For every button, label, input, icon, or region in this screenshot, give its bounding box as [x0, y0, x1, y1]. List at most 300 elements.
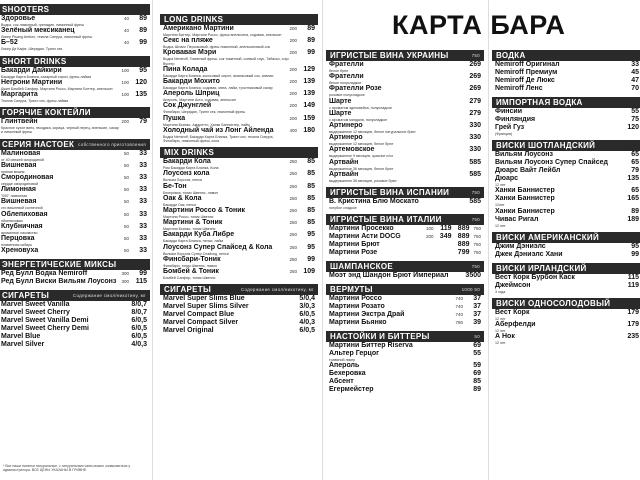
item-name: Marvel Sweet Vanilla: [1, 301, 70, 309]
item-name: Дюарс Вайт Лейбл: [495, 167, 561, 175]
item-description: Вильям Лоусонз Супер Спайсед, пепси: [163, 251, 229, 256]
item-text: [1, 91, 68, 103]
menu-item: [0, 186, 150, 198]
item-values: [455, 319, 481, 327]
item-name: Шарте: [329, 109, 352, 117]
item-price: 179: [627, 321, 639, 329]
item-name: Лоусонз кола: [163, 170, 210, 178]
item-volume: 200: [121, 119, 129, 125]
item-price: 70: [631, 85, 639, 92]
item-values: [289, 256, 315, 264]
item-description: Водка Nemiroff, Бакарди Карта Бланка, Трипл сек, текила Сиерра, Финсбари, лимонный фреш, кола: [163, 134, 274, 144]
item-price: 65: [631, 159, 639, 167]
item-name: Nemiroff Ленс: [495, 85, 543, 92]
item-name: Альтер Герцог: [329, 350, 380, 358]
item-price: 115: [627, 273, 639, 281]
item-text: [329, 311, 405, 319]
menu-item: [326, 146, 484, 158]
item-price: 135: [627, 175, 639, 183]
item-description: 12лет: [495, 203, 505, 208]
item-description: "000" лимонная: [1, 194, 28, 199]
item-text: [163, 231, 234, 243]
menu-item: [160, 127, 318, 143]
item-name: Ханки Баннистер: [495, 187, 555, 195]
section-title: MIX DRINKS: [164, 148, 215, 158]
item-price: 95: [139, 66, 147, 74]
item-values: [299, 295, 315, 303]
item-price: 139: [303, 90, 315, 98]
menu-item: [492, 69, 640, 77]
item-text: [495, 243, 546, 251]
item-values: [625, 61, 639, 69]
item-name: Фрателли: [329, 61, 364, 68]
menu-item: [160, 244, 318, 256]
item-text: [163, 90, 236, 102]
item-name: В. Кристина Блю Москато: [329, 198, 419, 206]
item-name: Абсент: [329, 378, 354, 386]
item-name: Nemiroff Премиум: [495, 69, 558, 76]
item-values: [121, 91, 147, 99]
menu-item: [160, 268, 318, 280]
item-text: [163, 268, 219, 280]
item-name: Моэт энд Шандон Брют Империал: [329, 272, 449, 280]
item-price: 95: [631, 242, 639, 250]
item-price: 6/0,5: [131, 317, 147, 325]
item-price: 189: [627, 215, 639, 223]
item-name: Nemiroff Оригинал: [495, 61, 560, 68]
menu-item: [0, 15, 150, 27]
item-text: [495, 282, 531, 294]
item-text: [1, 67, 91, 79]
item-values: [465, 272, 481, 280]
item-name: Вишневая: [1, 198, 37, 206]
item-price: 33: [139, 247, 147, 255]
item-description: травяной ликер: [329, 358, 356, 363]
item-text: [163, 244, 272, 256]
item-name: Пина Колада: [163, 65, 208, 73]
item-text: [495, 195, 555, 207]
item-description: 12 лет: [495, 317, 506, 322]
item-description: от 40 свежей смородиной: [1, 157, 44, 162]
item-price: 85: [307, 207, 315, 215]
item-text: [495, 61, 560, 69]
item-description: пряная вишня: [1, 169, 25, 174]
item-description: выдержанное 12 месяцев, белое брют: [329, 142, 394, 147]
item-price: 889: [457, 241, 470, 249]
item-price: 4/0,3: [131, 341, 147, 349]
item-price: 79: [139, 118, 147, 126]
menu-column-2: [160, 10, 318, 335]
item-name: Апероль Шприц: [163, 90, 220, 98]
menu-item: [160, 25, 318, 37]
item-name: Бакарди Кола: [163, 158, 211, 166]
item-name: Бе-Тон: [163, 182, 187, 190]
item-values: [289, 78, 315, 86]
item-volume: 50: [123, 248, 129, 254]
item-values: [467, 134, 481, 142]
item-name: Сок Джунглей: [163, 102, 212, 110]
item-text: [163, 183, 218, 195]
item-text: [163, 127, 289, 143]
item-text: [329, 134, 393, 146]
item-name: Артинеро: [329, 134, 363, 142]
item-price: 330: [469, 146, 481, 154]
item-price: 33: [139, 210, 147, 218]
item-name: Артинеро: [329, 122, 363, 130]
item-name: Артвайн: [329, 170, 359, 178]
item-price: 85: [307, 219, 315, 227]
item-price: 799: [457, 249, 470, 257]
item-volume: 50: [123, 211, 129, 217]
item-name: Ред Булл Водка Nemiroff: [1, 270, 88, 278]
item-values: [625, 274, 639, 282]
item-values: [121, 79, 147, 87]
item-text: [1, 235, 34, 247]
item-volume: 250: [289, 208, 297, 214]
item-price: 37: [473, 303, 481, 311]
menu-item: [492, 251, 640, 259]
item-text: [495, 108, 522, 116]
item-price: 85: [307, 182, 315, 190]
item-values: [121, 67, 147, 75]
item-description: Финсбари, Шеридан, Трипл сек, лимонный фреш: [163, 110, 246, 115]
item-text: [1, 198, 43, 210]
item-text: [1, 317, 89, 325]
item-name: Мартини Бьянко: [329, 319, 387, 327]
item-text: [495, 85, 543, 93]
item-name: Апероль: [329, 362, 360, 370]
section-note: 50: [474, 334, 480, 340]
item-name: Б–52: [1, 39, 18, 47]
item-volume: 300: [121, 271, 129, 277]
item-volume: 50: [123, 187, 129, 193]
item-values: [124, 162, 147, 170]
item-price: 585: [469, 158, 481, 166]
section-title: ВИСКИ АМЕРИКАНСКИЙ: [496, 232, 600, 242]
section-header: [160, 147, 318, 158]
menu-item: [326, 342, 484, 350]
item-text: [329, 122, 416, 134]
menu-item: [492, 208, 640, 216]
menu-item: [326, 171, 484, 183]
item-text: [329, 362, 359, 370]
item-text: [329, 225, 394, 233]
item-volume: 400: [289, 127, 297, 133]
item-name: Бакарди Дайкири: [1, 66, 62, 74]
item-values: [124, 198, 147, 206]
item-price: 120: [627, 124, 639, 131]
item-values: [625, 321, 639, 329]
item-values: [625, 77, 639, 85]
menu-item: [160, 158, 318, 170]
item-name: Клубничная: [1, 222, 43, 230]
menu-item: [0, 223, 150, 235]
item-name: Nemiroff Де Люкс: [495, 77, 555, 84]
item-name: Артемовское: [329, 146, 375, 154]
item-text: [495, 321, 536, 333]
item-volume: 300: [121, 279, 129, 285]
item-name: Ханки Баннистер: [495, 207, 555, 215]
item-values: [467, 85, 481, 93]
item-name: Мартини Биттер Riserva: [329, 342, 413, 350]
menu-item: [160, 303, 318, 311]
item-values: [467, 122, 481, 130]
item-description: Вильям Лоусонз, пепси: [163, 178, 203, 183]
item-text: [329, 233, 401, 241]
item-values: [289, 231, 315, 239]
item-text: [329, 198, 419, 210]
item-values: [131, 309, 147, 317]
item-name: Финсбари-Тоник: [163, 255, 221, 263]
menu-item: [492, 116, 640, 124]
item-name: Грей Гуз: [495, 124, 525, 131]
item-price: 33: [631, 61, 639, 68]
item-values: [289, 219, 315, 227]
item-price-secondary: 889: [457, 233, 470, 241]
item-text: [1, 309, 70, 317]
menu-item: [326, 241, 484, 249]
item-text: [329, 61, 364, 73]
item-values: [426, 225, 481, 233]
item-price: 45: [631, 69, 639, 76]
item-text: [329, 319, 387, 327]
item-text: [163, 102, 245, 114]
item-description: голубое сладкое: [329, 206, 357, 211]
item-name: Вильям Лоусонз: [495, 151, 554, 159]
item-price-secondary: 889: [457, 225, 470, 233]
item-values: [467, 159, 481, 167]
item-values: [467, 378, 481, 386]
item-price: 585: [469, 198, 481, 206]
item-volume: 200: [289, 103, 297, 109]
item-values: [124, 15, 147, 23]
item-values: [625, 187, 639, 195]
menu-item: [160, 311, 318, 319]
menu-item: [326, 233, 484, 241]
section-header: [492, 298, 640, 309]
item-price: 33: [139, 235, 147, 243]
item-description: 12 лет: [495, 183, 506, 188]
item-values: [455, 241, 481, 249]
item-volume: 780: [455, 320, 463, 326]
item-values: [121, 278, 147, 286]
menu-item: [160, 183, 318, 195]
item-text: [163, 303, 249, 311]
menu-item: [0, 79, 150, 91]
item-volume: 50: [123, 175, 129, 181]
item-name: Бакарди Мохито: [163, 78, 220, 86]
item-name: Финляндия: [495, 116, 536, 123]
item-price: 69: [473, 370, 481, 378]
item-description: Красное сухое вино, гвоздика, корица, черный перец, апельсин, сахар и лимонный фреш: [1, 126, 119, 135]
item-name: Кровавая Мэри: [163, 49, 217, 57]
item-description: Ликер Pisang Ambon, текила Сиерра, лимонный фреш: [1, 35, 92, 40]
item-name: Мартини Просекко: [329, 225, 394, 233]
item-text: [1, 341, 44, 349]
item-text: [329, 171, 397, 183]
item-name: Лоусонз Супер Спайсед & Кола: [163, 243, 273, 251]
item-name: Негрони Мартини: [1, 78, 63, 86]
item-name: Холодный чай из Лонг Айленда: [163, 126, 274, 134]
item-volume: 250: [289, 220, 297, 226]
section-title: ВИСКИ ШОТЛАНДСКИЙ: [496, 141, 596, 151]
item-values: [289, 127, 315, 135]
item-volume: 250: [289, 195, 297, 201]
item-name: Аберфелди: [495, 321, 536, 329]
item-price: 99: [307, 49, 315, 57]
section-header: [326, 214, 484, 225]
menu-item: [492, 85, 640, 93]
item-values: [131, 333, 147, 341]
menu-item: [160, 49, 318, 65]
item-price: 65: [631, 187, 639, 195]
menu-item: [0, 325, 150, 333]
item-description: 12 лет: [495, 329, 506, 334]
menu-item: [326, 198, 484, 210]
item-values: [467, 98, 481, 106]
menu-item: [492, 108, 640, 116]
item-price: 89: [473, 386, 481, 394]
item-description: Бакарди Карта Бланка, содовая, мята, лайм, тростниковый сахар: [163, 86, 273, 91]
item-text: [495, 77, 555, 85]
item-description: (Франция): [495, 132, 513, 136]
item-text: [329, 159, 393, 171]
menu-item: [326, 122, 484, 134]
item-values: [455, 295, 481, 303]
item-price: 269: [469, 85, 481, 93]
item-price: 5/0,4: [299, 295, 315, 303]
item-values: [289, 90, 315, 98]
menu-item: [492, 282, 640, 294]
section-title: СИГАРЕТЫ: [164, 285, 212, 295]
menu-item: [160, 219, 318, 231]
item-text: [329, 146, 393, 158]
item-values: [625, 216, 639, 224]
item-text: [163, 219, 222, 231]
item-text: [1, 301, 69, 309]
item-price: 269: [469, 61, 481, 68]
menu-item: [492, 175, 640, 187]
item-values: [426, 233, 481, 241]
item-name: Мартини & Тоник: [163, 219, 223, 227]
item-price: 235: [627, 333, 639, 341]
item-values: [625, 167, 639, 175]
item-name: Облепиховая: [1, 210, 48, 218]
item-values: [467, 386, 481, 394]
item-name: Вишневая: [1, 161, 37, 169]
item-text: [1, 79, 112, 91]
menu-item: [0, 278, 150, 286]
item-volume: 200: [289, 50, 297, 56]
item-text: [163, 327, 214, 335]
item-price: 330: [469, 122, 481, 130]
menu-item: [492, 151, 640, 159]
section-header: [0, 139, 150, 150]
item-description: выдержанное 12 месяцев, белое натуральное брют: [329, 130, 416, 135]
item-text: [1, 223, 43, 235]
page-title: КАРТА БАРА: [392, 10, 566, 40]
item-text: [329, 272, 448, 280]
item-text: [163, 256, 221, 268]
item-name: Вест Корк: [495, 309, 530, 317]
item-text: [495, 69, 557, 77]
section-header: [492, 263, 640, 274]
item-price: 99: [631, 250, 639, 258]
item-volume: 100: [121, 79, 129, 85]
menu-item: [326, 73, 484, 85]
item-price: 33: [139, 198, 147, 206]
item-price: 119: [440, 225, 452, 233]
item-values: [625, 175, 639, 183]
menu-item: [326, 319, 484, 327]
section-title: ИГРИСТЫЕ ВИНА ИСПАНИИ: [330, 188, 450, 198]
item-price: 6/0,5: [131, 325, 147, 333]
item-name: Мартини Россо: [329, 295, 382, 303]
item-description: Ликер Де Кафе, Шеридан, Трипл сек: [1, 47, 63, 52]
item-volume-secondary: 750: [473, 242, 481, 248]
item-name: Лимонная: [1, 186, 37, 194]
item-name: Мартини Россо & Тоник: [163, 207, 246, 215]
section-header: [326, 331, 484, 342]
item-values: [625, 333, 639, 341]
item-description: Водка, сок лимонный, гренадин, лимонный фреш: [1, 23, 84, 27]
item-text: [329, 342, 413, 350]
item-text: [495, 167, 560, 175]
menu-item: [160, 295, 318, 303]
item-name: Бехеровка: [329, 370, 366, 378]
item-description: Текила Сиерра, Трипл сек, фреш лайма: [1, 99, 69, 104]
menu-item: [0, 198, 150, 210]
item-text: [163, 49, 289, 65]
section-title: ШАМПАНСКОЕ: [330, 262, 394, 272]
item-volume: 740: [455, 296, 463, 302]
item-description: Мартини Россо, тоник Швеппс: [163, 215, 214, 220]
item-text: [495, 175, 518, 187]
item-price: 8/0,7: [131, 301, 147, 309]
menu-item: [0, 235, 150, 247]
item-volume: 250: [289, 171, 297, 177]
item-text: [1, 186, 36, 198]
item-description: пламенная сибирь: [1, 243, 33, 248]
item-values: [289, 244, 315, 252]
item-values: [625, 85, 639, 93]
section-title: ЭНЕРГЕТИЧЕСКИЕ МИКСЫ: [2, 260, 117, 270]
item-values: [131, 301, 147, 309]
menu-item: [160, 207, 318, 219]
item-text: [1, 15, 84, 27]
menu-item: [160, 115, 318, 127]
item-name: Вест Корк Бурбон Каск: [495, 273, 575, 281]
item-price: 109: [303, 268, 315, 276]
item-values: [289, 207, 315, 215]
item-values: [289, 25, 315, 33]
item-name: Мартини Экстра Драй: [329, 311, 405, 319]
item-text: [1, 39, 62, 51]
item-values: [124, 223, 147, 231]
item-values: [289, 37, 315, 45]
item-values: [131, 341, 147, 349]
menu-item: [492, 333, 640, 345]
menu-item: [326, 386, 484, 394]
item-name: Фрателли Розе: [329, 85, 382, 93]
item-price: 95: [307, 243, 315, 251]
item-volume: 250: [289, 159, 297, 165]
item-description: Водка Nemiroff, Томатный фреш, сок томатный, соевый соус, Табаско, соус Вустер: [163, 57, 289, 66]
item-text: [1, 150, 44, 162]
item-name: Бакарди Куба Либре: [163, 231, 235, 239]
item-description: ароматное лакомство: [1, 230, 38, 235]
section-note: 750: [471, 217, 480, 223]
